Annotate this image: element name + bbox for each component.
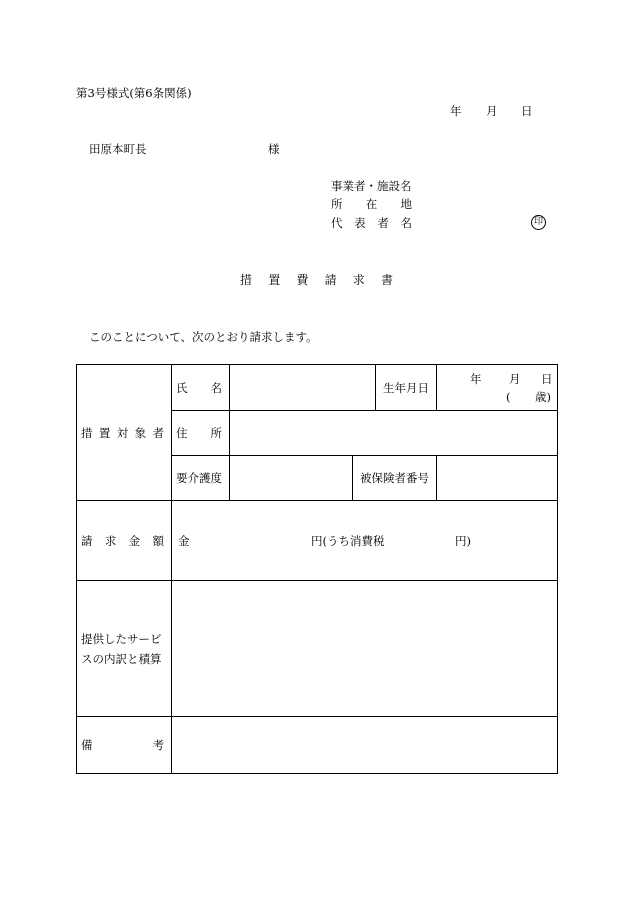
addressee-honorific: 様 [268, 142, 280, 156]
title-char: 費 [296, 273, 309, 287]
address-label-cell [172, 411, 230, 456]
date-month: 月 [486, 104, 498, 118]
title-char: 措 [240, 273, 253, 287]
label-char: 住 [176, 426, 188, 440]
insured-number-value-cell[interactable] [437, 456, 558, 501]
label-char: 者 [377, 216, 389, 230]
age-close: 歳) [535, 389, 551, 404]
amount-label-cell [77, 501, 172, 581]
birth-month: 月 [509, 371, 521, 386]
birth-year: 年 [470, 371, 482, 386]
intro-text: このことについて、次のとおり請求します。 [89, 330, 318, 344]
form-number: 第3号様式(第6条関係) [76, 86, 192, 100]
table-row [77, 501, 558, 581]
care-level-label-cell: 要介護度 [172, 456, 230, 501]
table-row [77, 581, 558, 717]
label-char: 置 [98, 425, 111, 440]
label-char: 所 [210, 426, 222, 440]
addressee-name: 田原本町長 [89, 142, 147, 156]
label-char: 名 [400, 216, 412, 230]
services-value-cell[interactable] [172, 581, 558, 717]
amount-yen-close: 円) [455, 533, 471, 548]
services-label-line: スの内訳と積算 [81, 651, 162, 666]
business-name-label: 事業者・施設名 [331, 179, 412, 193]
care-level-value-cell[interactable] [230, 456, 353, 501]
date-day: 日 [521, 104, 533, 118]
services-label-line: 提供したサービ [81, 631, 162, 646]
label-char: 表 [354, 216, 366, 230]
insured-number-label-cell: 被保険者番号 [353, 456, 437, 501]
birthdate-label-cell: 生年月日 [376, 365, 437, 411]
table-row [77, 717, 558, 774]
title-char: 書 [380, 273, 393, 287]
remarks-label-cell [77, 717, 172, 774]
seal-mark: 印 [531, 215, 546, 230]
label-char: 求 [104, 533, 117, 548]
table-row [77, 365, 558, 411]
title-char: 置 [268, 273, 281, 287]
label-char: 在 [365, 197, 378, 211]
label-char: 対 [116, 425, 129, 440]
name-value-cell[interactable] [230, 365, 376, 411]
label-char: 地 [400, 197, 412, 211]
label-char: 考 [152, 738, 164, 752]
label-char: 措 [81, 425, 93, 440]
request-form-table [76, 364, 558, 774]
label-char: 氏 [176, 380, 188, 395]
remarks-value-cell[interactable] [172, 717, 558, 774]
label-char: 所 [331, 197, 343, 211]
birthdate-value-cell[interactable] [437, 365, 558, 411]
name-label-cell [172, 365, 230, 411]
label-char: 代 [331, 216, 343, 230]
title-char: 請 [324, 273, 337, 287]
document-title [240, 273, 393, 287]
age-open: ( [506, 389, 511, 404]
address-value-cell[interactable] [230, 411, 558, 456]
label-char: 備 [81, 738, 93, 752]
date-year: 年 [450, 104, 462, 118]
amount-value-cell[interactable] [172, 501, 558, 581]
label-char: 者 [152, 425, 164, 440]
label-char: 名 [210, 380, 222, 395]
label-char: 金 [128, 533, 141, 548]
label-char: 額 [152, 533, 164, 548]
applicant-address-label [331, 197, 412, 211]
services-label-cell [77, 581, 172, 717]
amount-prefix: 金 [178, 533, 190, 548]
label-char: 請 [81, 533, 93, 548]
amount-yen-tax: 円(うち消費税 [311, 533, 385, 548]
birth-day: 日 [541, 371, 553, 386]
representative-label [331, 216, 412, 230]
subject-label-cell [77, 365, 172, 501]
title-char: 求 [352, 273, 365, 287]
label-char: 象 [134, 425, 147, 440]
